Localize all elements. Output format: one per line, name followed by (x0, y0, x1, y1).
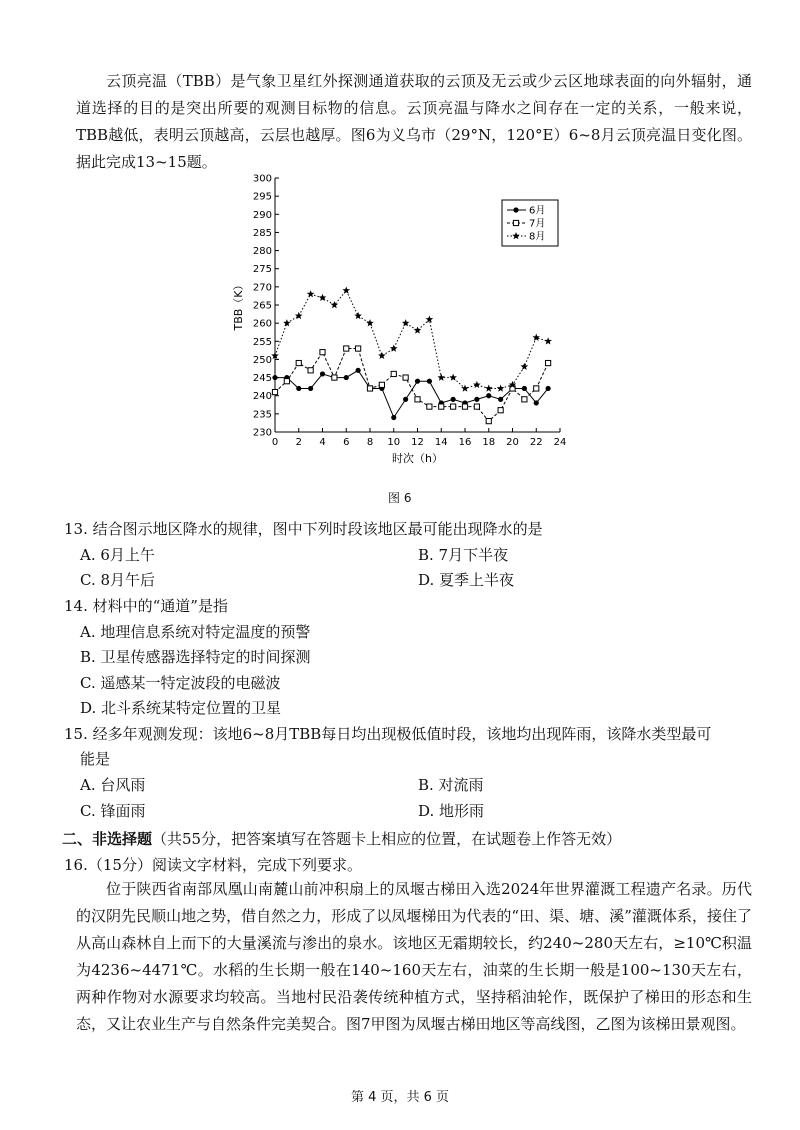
y-tick-label: 255 (252, 336, 272, 348)
y-tick-label: 280 (252, 246, 272, 258)
series-3-point (342, 286, 350, 293)
series-1-point (427, 379, 432, 384)
series-3-point (485, 384, 493, 391)
y-tick-label: 300 (252, 173, 272, 185)
x-axis-label: 时次（h） (392, 452, 443, 465)
y-tick-label: 250 (252, 354, 272, 366)
x-tick-label: 22 (529, 437, 543, 448)
series-1-point (344, 375, 349, 380)
x-tick-label: 24 (553, 437, 567, 448)
series-3-point (402, 319, 410, 326)
series-3-point (319, 294, 327, 301)
series-1-point (403, 397, 408, 402)
series-2-point (498, 408, 503, 413)
series-2-point (415, 397, 420, 402)
series-1-point (534, 400, 539, 405)
x-tick-label: 0 (271, 437, 279, 448)
q14-option-b[interactable]: B. 卫星传感器选择特定的时间探测 (80, 648, 311, 666)
q15-stem-continued: 能是 (80, 750, 111, 768)
series-1-point (474, 397, 479, 402)
series-3-point (307, 290, 315, 297)
x-tick-label: 14 (434, 437, 448, 448)
series-1-point (546, 386, 551, 391)
series-1-point (522, 386, 527, 391)
series-1-point (296, 386, 301, 391)
series-3-point (331, 301, 339, 308)
section-2-heading (62, 827, 621, 851)
series-1-point (498, 397, 503, 402)
series-3-point (295, 312, 303, 319)
series-1-point (272, 375, 277, 380)
q13-stem: 13. 结合图示地区降水的规律，图中下列时段该地区最可能出现降水的是 (64, 520, 543, 538)
q16-stem: 16.（15分）阅读文字材料，完成下列要求。 (64, 856, 362, 874)
series-2-point (462, 404, 467, 409)
series-1-point (308, 386, 313, 391)
series-2-point (546, 360, 551, 365)
series-3-point (378, 352, 386, 359)
legend-label: 7月 (529, 218, 546, 230)
y-tick-label: 260 (252, 318, 272, 330)
y-tick-label: 235 (252, 409, 272, 421)
q15-option-c[interactable]: C. 锋面雨 (80, 802, 146, 820)
series-line-3 (275, 290, 548, 388)
series-3-point (497, 384, 505, 391)
intro-paragraph: 云顶亮温（TBB）是气象卫星红外探测通道获取的云顶及无云或少云区地球表面的向外辐射，通道选择的目的是突出所要的观测目标物的信息。云顶亮温与降水之间存在一定的关系，一般来说，TBB越低，表明云顶越高，云层也越厚。图6为义乌市（29°N，120°E）6~8月云顶亮温日变化图。据此完成13~15题。 (76, 72, 752, 171)
series-2-point (427, 404, 432, 409)
series-3-point (390, 345, 398, 352)
series-2-point (522, 397, 527, 402)
q15-option-b[interactable]: B. 对流雨 (418, 776, 484, 794)
series-3-point (532, 334, 540, 341)
q16-passage: 位于陕西省南部凤凰山南麓山前冲积扇上的凤堰古梯田入选2024年世界灌溉工程遗产名录。历代的汉阴先民顺山地之势，借自然之力，形成了以凤堰梯田为代表的“田、渠、塘、溪”灌溉体系，接住了从高山森林自上而下的大量溪流与渗出的泉水。该地区无霜期较长，约240~280天左右，≥10℃积温为4236~4471℃。水稻的生长期一般在140~160天左右，油菜的生长期一般是100~130天左右，两种作物对水源要求均较高。当地村民沿袭传统种植方式，坚持稻油轮作，既保护了梯田的形态和生态，又让农业生产与自然条件完美契合。图7甲图为凤堰古梯田地区等高线图，乙图为该梯田景观图。 (76, 880, 752, 1033)
legend-label: 6月 (529, 205, 546, 217)
series-1-point (415, 379, 420, 384)
series-2-point (474, 404, 479, 409)
y-axis-label: TBB（K） (232, 279, 245, 331)
series-2-point (451, 404, 456, 409)
y-tick-label: 240 (252, 391, 272, 403)
series-3-point (544, 337, 552, 344)
q15-option-d[interactable]: D. 地形雨 (418, 802, 485, 820)
series-2-point (439, 404, 444, 409)
series-3-point (521, 363, 529, 370)
series-3-point (473, 381, 481, 388)
tbb-chart (220, 170, 590, 470)
figure-caption: 图 6 (388, 491, 412, 505)
section-2-note: （共55分，把答案填写在答题卡上相应的位置，在试题卷上作答无效） (152, 830, 622, 848)
series-1-point (486, 393, 491, 398)
x-tick-label: 10 (387, 437, 401, 448)
y-tick-label: 275 (252, 264, 272, 276)
series-2-point (379, 382, 384, 387)
legend-marker (513, 207, 518, 212)
legend-marker (513, 220, 518, 225)
series-2-point (332, 375, 337, 380)
q14-stem: 14. 材料中的“通道”是指 (64, 597, 228, 615)
q14-option-a[interactable]: A. 地理信息系统对特定温度的预警 (80, 623, 311, 641)
series-3-point (366, 319, 374, 326)
series-2-point (320, 350, 325, 355)
x-tick-label: 16 (458, 437, 472, 448)
x-tick-label: 4 (319, 437, 326, 448)
y-tick-label: 270 (252, 282, 272, 294)
series-3-point (354, 312, 362, 319)
series-2-point (534, 386, 539, 391)
y-tick-label: 295 (252, 191, 272, 203)
q13-option-a[interactable]: A. 6月上午 (80, 546, 155, 564)
q13-option-d[interactable]: D. 夏季上半夜 (418, 571, 515, 589)
series-2-point (403, 375, 408, 380)
q13-option-c[interactable]: C. 8月午后 (80, 571, 156, 589)
q15-stem: 15. 经多年观测发现：该地6~8月TBB每日均出现极低值时段，该地均出现阵雨，该降水类型最可 (64, 725, 712, 743)
series-2-point (284, 379, 289, 384)
series-3-point (437, 374, 445, 381)
tbb-chart-svg (220, 170, 590, 470)
series-2-point (344, 346, 349, 351)
y-tick-label: 230 (252, 427, 272, 439)
series-1-point (391, 415, 396, 420)
series-2-point (272, 389, 277, 394)
series-1-point (320, 371, 325, 376)
series-2-point (486, 419, 491, 424)
y-tick-label: 265 (252, 300, 272, 312)
legend-label: 8月 (529, 231, 546, 243)
series-3-point (414, 326, 422, 333)
series-2-point (308, 368, 313, 373)
q15-option-a[interactable]: A. 台风雨 (80, 776, 146, 794)
x-tick-label: 18 (482, 437, 496, 448)
series-1-point (356, 368, 361, 373)
page-footer: 第 4 页，共 6 页 (350, 1090, 450, 1105)
y-tick-label: 245 (252, 373, 272, 385)
x-tick-label: 2 (295, 437, 302, 448)
q14-option-c[interactable]: C. 遥感某一特定波段的电磁波 (80, 674, 281, 692)
series-1-point (451, 397, 456, 402)
q14-option-d[interactable]: D. 北斗系统某特定位置的卫星 (80, 699, 282, 717)
series-2-point (296, 360, 301, 365)
y-tick-label: 285 (252, 227, 272, 239)
series-3-point (283, 319, 291, 326)
x-tick-label: 8 (366, 437, 374, 448)
series-line-1 (275, 370, 548, 417)
section-2-title: 二、非选择题 (62, 830, 153, 848)
series-2-point (367, 386, 372, 391)
x-tick-label: 6 (343, 437, 350, 448)
series-2-point (391, 371, 396, 376)
series-line-2 (275, 349, 548, 422)
q13-option-b[interactable]: B. 7月下半夜 (418, 546, 509, 564)
x-tick-label: 12 (411, 437, 424, 448)
series-2-point (356, 346, 361, 351)
x-tick-label: 20 (506, 437, 519, 448)
y-tick-label: 290 (252, 209, 272, 221)
series-3-point (449, 374, 457, 381)
